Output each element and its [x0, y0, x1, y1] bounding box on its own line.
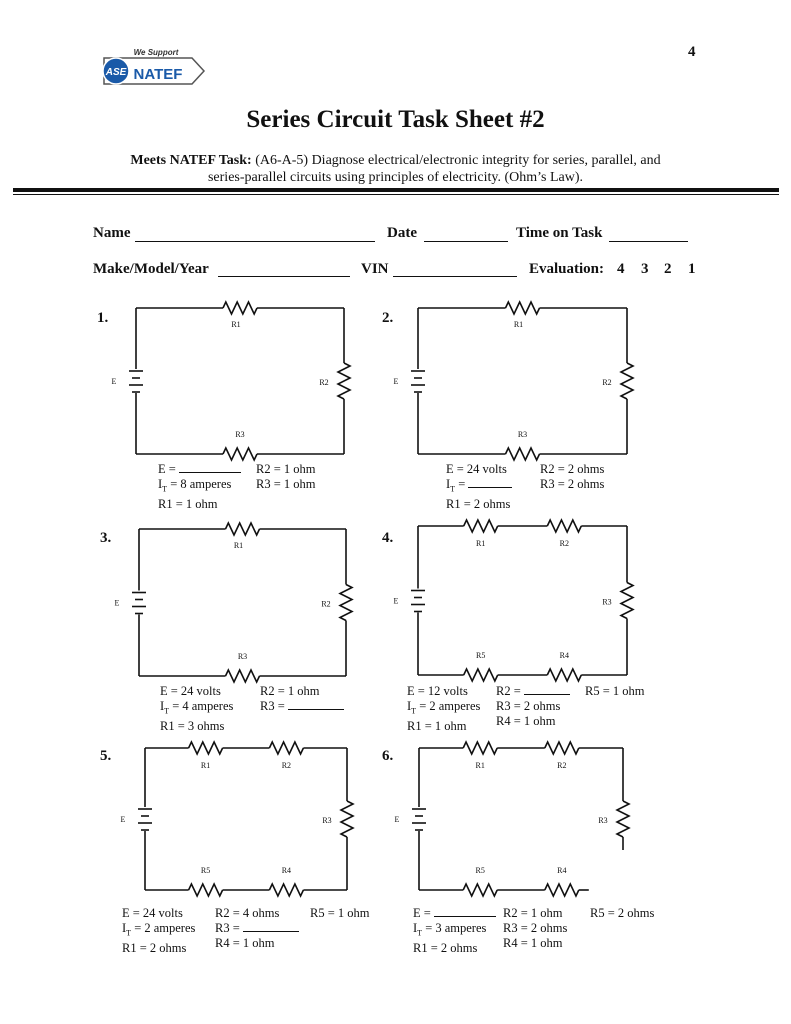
resistor-r4 — [545, 884, 579, 896]
circuit-4 — [394, 520, 633, 681]
given-it-sub: T — [164, 706, 170, 716]
given-values-col3 — [585, 684, 645, 699]
given-r1: R1 = 2 ohms — [446, 496, 511, 511]
natef-task-line2: series-parallel circuits using principles of electricity. (Ohm’s Law). — [207, 170, 584, 185]
given-it-prefix: I — [160, 699, 165, 713]
resistor-r5 — [464, 669, 498, 681]
given-values-col2 — [215, 906, 299, 951]
given-values-col2 — [503, 906, 567, 951]
resistor-r3 — [506, 448, 540, 460]
given-values-col1 — [160, 684, 233, 734]
resistor-r4 — [269, 884, 303, 896]
resistor-label: R5 — [476, 651, 486, 660]
circuit-1 — [112, 302, 350, 460]
given-values-col1 — [413, 906, 496, 956]
given-r4: R4 = 1 ohm — [503, 936, 563, 950]
natef-mark: NATEF — [133, 66, 183, 83]
given-it: = 2 amperes — [131, 921, 196, 935]
resistor-label: R2 — [557, 761, 567, 770]
battery-symbol — [132, 593, 146, 614]
evaluation-score-3[interactable]: 3 — [641, 261, 649, 277]
given-it: = 3 amperes — [422, 921, 487, 935]
resistor-r1 — [463, 742, 497, 754]
resistor-label: R3 — [602, 597, 612, 607]
given-values-col2 — [260, 684, 344, 714]
given-it-prefix: I — [413, 921, 418, 935]
resistor-label: R5 — [475, 866, 485, 875]
resistor-label: R1 — [475, 761, 485, 770]
circuit-2 — [394, 302, 633, 460]
resistor-label: R2 — [281, 761, 292, 770]
resistor-label: R4 — [557, 866, 567, 875]
given-it: = 4 amperes — [169, 699, 234, 713]
given-r3: R3 = — [215, 921, 243, 935]
resistor-r3 — [621, 583, 633, 619]
circuit-number: 3. — [100, 530, 112, 546]
given-e: E = 24 volts — [446, 462, 507, 476]
given-r3: R3 = 2 ohms — [496, 699, 561, 713]
resistor-r5 — [189, 884, 223, 896]
given-values-col2 — [540, 462, 604, 492]
given-r4: R4 = 1 ohm — [496, 714, 556, 728]
resistor-r1 — [226, 523, 260, 535]
page-title: Series Circuit Task Sheet #2 — [246, 106, 545, 133]
given-e: E = 12 volts — [407, 684, 468, 698]
resistor-r1 — [189, 742, 223, 754]
circuit-number: 5. — [100, 748, 112, 764]
given-it-sub: T — [417, 928, 423, 938]
resistor-r3 — [341, 801, 353, 837]
source-label: E — [393, 596, 399, 606]
resistor-label: R3 — [235, 430, 245, 439]
source-label: E — [394, 815, 400, 824]
date-label: Date — [387, 225, 417, 241]
circuit-6 — [395, 742, 629, 896]
given-it-sub: T — [162, 484, 168, 494]
vin-label: VIN — [361, 261, 389, 277]
given-r2: R2 = 2 ohms — [540, 462, 605, 476]
time-on-task-label: Time on Task — [516, 225, 603, 241]
blank-e[interactable] — [434, 916, 496, 917]
ase-mark: ASE — [105, 67, 127, 78]
given-r5: R5 = 2 ohms — [590, 906, 655, 920]
resistor-label: R2 — [602, 378, 612, 387]
make-model-year-label: Make/Model/Year — [93, 261, 209, 277]
resistor-label: R2 — [559, 539, 569, 548]
given-it-sub: T — [450, 484, 456, 494]
given-values-col1 — [446, 462, 512, 512]
given-r2: R2 = — [496, 684, 524, 698]
evaluation-score-2[interactable]: 2 — [664, 261, 672, 277]
blank-it[interactable] — [468, 487, 512, 488]
circuit-number: 2. — [382, 310, 394, 326]
given-it: = 2 amperes — [416, 699, 481, 713]
blank-r3[interactable] — [243, 931, 299, 932]
circuit-number: 6. — [382, 748, 394, 764]
evaluation-score-4[interactable]: 4 — [617, 261, 625, 277]
resistor-r3 — [226, 670, 260, 682]
resistor-r3 — [223, 448, 257, 460]
given-it-prefix: I — [446, 477, 451, 491]
given-it-sub: T — [411, 706, 417, 716]
given-e: E = 24 volts — [160, 684, 221, 698]
resistor-label: R1 — [200, 761, 211, 770]
given-values-col2 — [256, 462, 316, 492]
resistor-label: R3 — [598, 816, 608, 825]
battery-symbol — [412, 809, 426, 830]
resistor-label: R3 — [517, 430, 528, 439]
given-r1: R1 = 2 ohms — [413, 940, 478, 955]
given-values-col1 — [158, 462, 241, 512]
resistor-r2 — [621, 363, 633, 399]
resistor-label: R5 — [200, 866, 211, 875]
given-r3: R3 = 1 ohm — [256, 477, 316, 491]
resistor-r1 — [464, 520, 498, 532]
source-label: E — [114, 598, 120, 608]
battery-symbol — [411, 371, 425, 392]
resistor-r1 — [223, 302, 257, 314]
resistor-label: R2 — [321, 599, 331, 609]
resistor-label: R4 — [559, 651, 569, 660]
given-it: = 8 amperes — [167, 477, 232, 491]
given-e: E = — [413, 906, 434, 920]
source-label: E — [393, 377, 399, 386]
given-r1: R1 = 2 ohms — [122, 940, 187, 955]
given-r1: R1 = 1 ohm — [407, 718, 467, 733]
page-number: 4 — [688, 44, 696, 60]
resistor-label: R4 — [281, 866, 292, 875]
battery-symbol — [138, 809, 152, 830]
resistor-label: R1 — [513, 320, 524, 329]
name-label: Name — [93, 225, 131, 241]
resistor-r2 — [340, 585, 352, 621]
given-r2: R2 = 1 ohm — [256, 462, 316, 476]
given-values-col3 — [310, 906, 370, 921]
resistor-r1 — [506, 302, 540, 314]
resistor-r5 — [463, 884, 497, 896]
given-r2: R2 = 4 ohms — [215, 906, 280, 920]
source-label: E — [111, 377, 117, 386]
resistor-r2 — [547, 520, 581, 532]
battery-symbol — [411, 591, 425, 612]
circuit-5 — [121, 742, 353, 896]
battery-symbol — [129, 371, 143, 392]
given-r4: R4 = 1 ohm — [215, 936, 275, 950]
we-support-mark: We Support — [133, 48, 179, 57]
blank-e[interactable] — [179, 472, 241, 473]
given-values-col3 — [590, 906, 654, 921]
given-r3: R3 = — [260, 699, 288, 713]
resistor-label: R1 — [476, 539, 486, 548]
circuit-number: 1. — [97, 310, 109, 326]
given-it-prefix: I — [407, 699, 412, 713]
resistor-label: R2 — [319, 378, 329, 387]
resistor-r2 — [545, 742, 579, 754]
given-r5: R5 = 1 ohm — [585, 684, 645, 698]
blank-r3[interactable] — [288, 709, 344, 710]
given-r1: R1 = 1 ohm — [158, 496, 218, 511]
given-e: E = — [158, 462, 179, 476]
resistor-r2 — [338, 363, 350, 399]
given-r2: R2 = 1 ohm — [260, 684, 320, 698]
circuit-3 — [115, 523, 352, 682]
given-it-prefix: I — [122, 921, 127, 935]
natef-task-line1: (A6-A-5) Diagnose electrical/electronic integrity for series, parallel, and — [255, 153, 661, 168]
given-e: E = 24 volts — [122, 906, 183, 920]
natef-task-label: Meets NATEF Task: — [130, 153, 252, 168]
given-r3: R3 = 2 ohms — [540, 477, 605, 491]
circuit-number: 4. — [382, 530, 394, 546]
resistor-r2 — [269, 742, 303, 754]
resistor-label: R1 — [233, 541, 244, 550]
given-values-col1 — [122, 906, 195, 956]
resistor-label: R3 — [322, 816, 332, 825]
given-r1: R1 = 3 ohms — [160, 718, 225, 733]
given-r3: R3 = 2 ohms — [503, 921, 568, 935]
given-it-prefix: I — [158, 477, 163, 491]
blank-r2[interactable] — [524, 694, 570, 695]
evaluation-label: Evaluation: — [529, 261, 605, 277]
given-values-col2 — [496, 684, 570, 729]
resistor-label: R3 — [237, 652, 248, 661]
given-r5: R5 = 1 ohm — [310, 906, 370, 920]
evaluation-score-1[interactable]: 1 — [688, 261, 696, 277]
resistor-label: R1 — [231, 320, 241, 329]
source-label: E — [120, 815, 126, 824]
resistor-r4 — [547, 669, 581, 681]
given-r2: R2 = 1 ohm — [503, 906, 563, 920]
resistor-r3 — [617, 801, 629, 837]
given-it: = — [455, 477, 469, 491]
given-values-col1 — [407, 684, 480, 734]
given-it-sub: T — [126, 928, 132, 938]
